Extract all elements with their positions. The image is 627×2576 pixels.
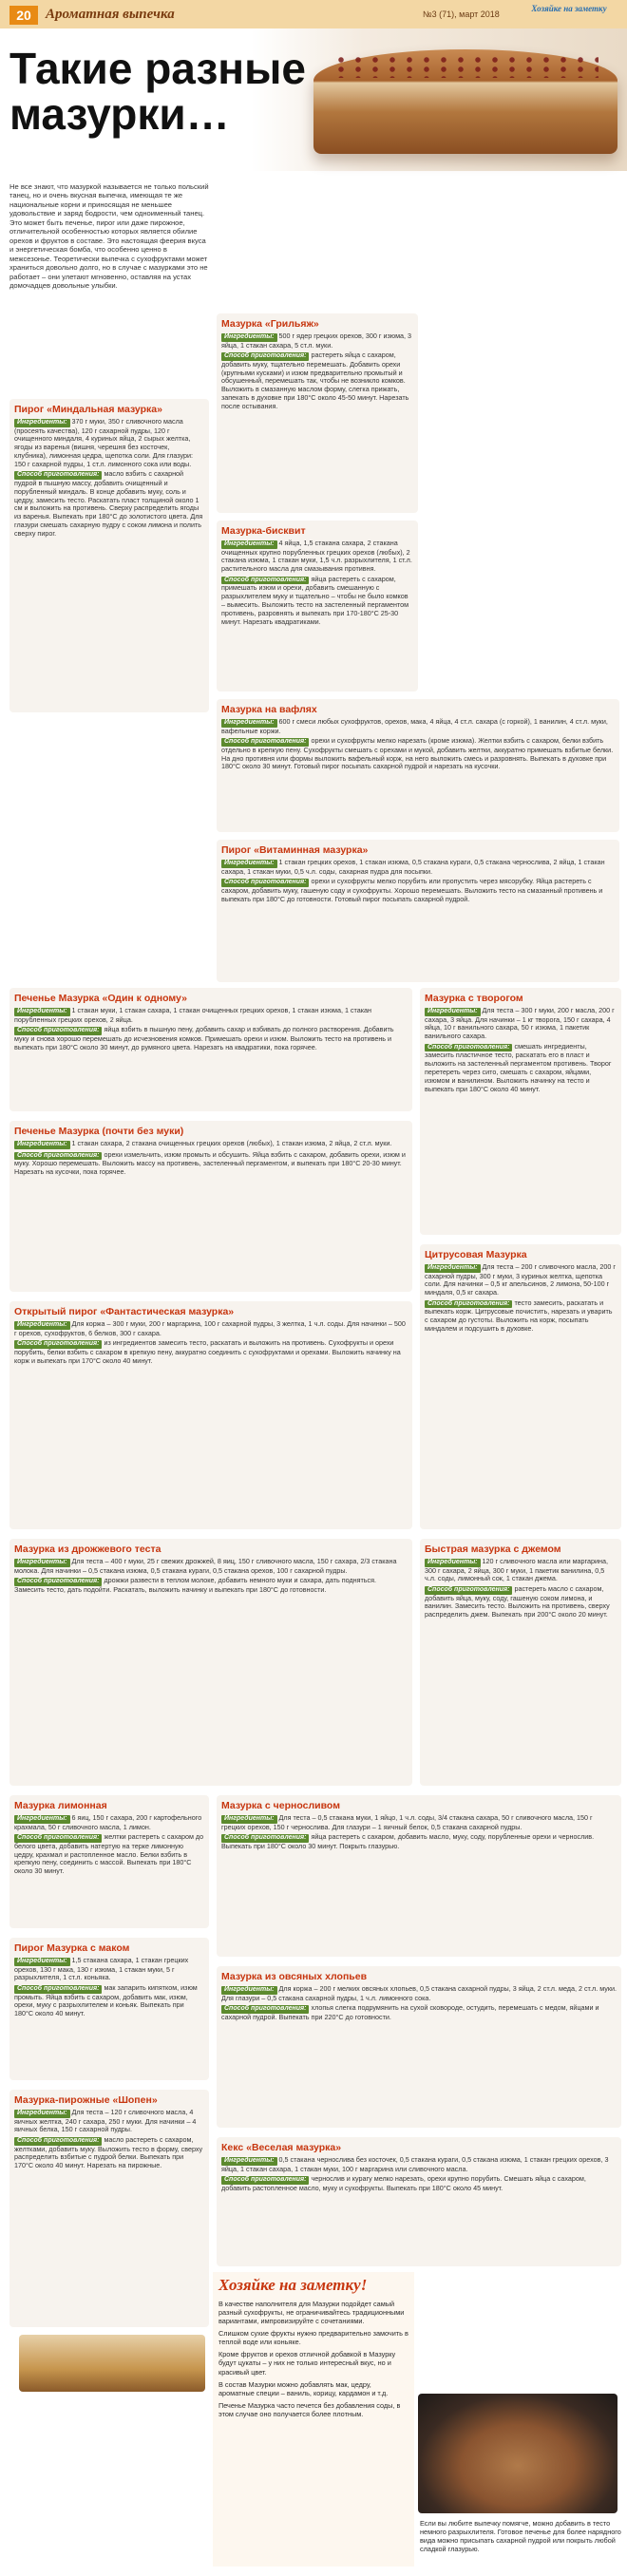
recipe-card	[10, 1121, 412, 1292]
recipe-title: Мазурка из овсяных хлопьев	[221, 1971, 368, 1982]
recipe-method: Способ приготовления: масло растереть с сахаром, желтками, добавить муку. Выложить тесто в форму, сверху распределить взбитые с пудрой белки. Выпекать при 170°С около 40 минут. Нарезать на пирожные.	[14, 2135, 203, 2170]
ingredients-label: Ингредиенты:	[425, 1008, 481, 1016]
recipe-title: Быстрая мазурка с джемом	[425, 1544, 561, 1555]
recipe-title: Мазурка из дрожжевого теста	[14, 1544, 162, 1555]
recipe-method: Способ приготовления: смешать ингредиенты, замесить пластичное тесто, раскатать его в пласт и выложить на застеленный пергаментом противень. Творог перетереть через сито, смешать с сахаром, яйцами, изюмом и ванилином. Выложить начинку на тесто и выпекать при 180°С около 40 минут.	[425, 1041, 612, 1093]
recipe-method: Способ приготовления: мак запарить кипятком, изюм промыть. Яйца взбить с сахаром, добавить мак, изюм, орехи, муку с разрыхлителем и коньяк. Выпекать при 180°С около 40 минут.	[14, 1983, 198, 2018]
recipe-ingredients: Ингредиенты: 1 стакан сахара, 2 стакана очищенных грецких орехов (любых), 1 стакан изюма, 2 яйца, 2 ст.л. муки.	[14, 1140, 408, 1149]
recipe-method: Способ приготовления: желтки растереть с сахаром до белого цвета, добавить натертую на терке лимонную цедру, крахмал и растопленное масло. Белки взбить в крепкую пену, соединить с массой. Выпекать при 180°С около 30 минут.	[14, 1832, 204, 1876]
recipe-title: Печенье Мазурка (почти без муки)	[14, 1126, 184, 1137]
recipe-method: Способ приготовления: масло взбить с сахарной пудрой в пышную массу, добавить очищенный и порубленный миндаль. В конце добавить муку, соль и цедру, замесить тесто. Раскатать пласт толщиной около 1 см и выложить на противень. Сверху распределить ягоды из варенья. Выпекать при 180°С до золотистого цвета. Для глазури смешать сахарную пудру с соком лимона и полить сверху пирог.	[14, 469, 203, 538]
recipe-card	[420, 1539, 621, 1786]
recipe-card	[217, 840, 619, 982]
recipe-method: Способ приготовления: из ингредиентов замесить тесто, раскатать и выложить на противень. Сухофрукты и орехи порубить, белки взбить с сахаром в крепкую пену, аккуратно соединить с сухофруктами и орехами. Выложить начинку на корж и выпекать при 170°С около 40 минут.	[14, 1338, 401, 1365]
recipe-title: Печенье Мазурка «Один к одному»	[14, 993, 187, 1004]
recipe-title: Мазурка-пирожные «Шопен»	[14, 2094, 158, 2106]
ingredients-label: Ингредиенты:	[14, 419, 70, 427]
recipe-title: Пирог Мазурка с маком	[14, 1942, 130, 1954]
recipe-ingredients: Ингредиенты: 1 стакан муки, 1 стакан сахара, 1 стакан очищенных грецких орехов, 1 стакан изюма, 1 стакан порубленных грецких орехов, 2 яйца.	[14, 1006, 372, 1024]
recipe-title: Открытый пирог «Фантастическая мазурка»	[14, 1306, 235, 1317]
tips-tail: Если вы любите выпечку помягче, можно добавить в тесто немного разрыхлителя. Готовое печенье для более нарядного вида можно присыпать сахарной пудрой или покрыть любой сладкой глазурью.	[420, 2519, 621, 2554]
magazine-logo: Хозяйке на заметку	[531, 4, 607, 13]
tip-item: Печенье Мазурка часто печется без добавления соды, в этом случае оно получается более плотным.	[218, 2400, 401, 2418]
ingredients-label: Ингредиенты:	[221, 540, 277, 549]
recipe-ingredients: Ингредиенты: 370 г муки, 350 г сливочного масла (просеять качества), 120 г сахарной пудры, 120 г очищенного миндаля, 4 куриных яйца, 2 сырых желтка, ягоды из варенья (вишня, черешня без косточек, клубника), лимонная цедра, щепотка соли. Для глазури: 150 г сахарной пудры, 1 ст.л. лимонного сока или воды.	[14, 417, 194, 468]
method-label: Способ приготовления:	[14, 1027, 102, 1035]
tip-item: Кроме фруктов и орехов отличной добавкой в Мазурку будут цукаты – у них не только интересный вкус, но и красивый цвет.	[218, 2350, 396, 2377]
recipe-title: Кекс «Веселая мазурка»	[221, 2142, 342, 2153]
recipe-method: Способ приготовления: орехи измельчить, изюм промыть и обсушить. Яйца взбить с сахаром, добавить орехи, изюм и муку. Хорошо перемешать. Выложить массу на противень, застеленный пергаментом, и выпекать при 180°С 20-30 минут. Нарезать на кусочки, пока горячее.	[14, 1149, 406, 1176]
ingredients-label: Ингредиенты:	[14, 1008, 70, 1016]
method-label: Способ приготовления:	[14, 1985, 102, 1994]
tips-title: Хозяйке на заметку!	[218, 2276, 368, 2294]
recipe-ingredients: Ингредиенты: 1 стакан грецких орехов, 1 стакан изюма, 0,5 стакана кураги, 0,5 стакана чернослива, 2 яйца, 1 стакан сахара, 1 стакан муки, 0,5 ч.л. соды, сахарная пудра для посыпки.	[221, 858, 605, 876]
recipe-ingredients: Ингредиенты: Для теста – 120 г сливочного масла, 4 яичных желтка, 240 г сахара, 250 г муки. Для начинки – 4 яичных белка, 150 г сахарной пудры.	[14, 2108, 197, 2134]
ingredients-label: Ингредиенты:	[14, 1815, 70, 1824]
recipe-card	[420, 1244, 621, 1529]
recipe-method: Способ приготовления: дрожжи развести в теплом молоке, добавить немного муки и сахара, дать подняться. Замесить тесто, дать подойти. Раскатать, выложить начинку и выпекать при 180°С до готовности.	[14, 1576, 377, 1594]
recipe-method: Способ приготовления: яйца растереть с сахаром, примешать изюм и орехи, добавить смешанную с разрыхлителем муку и тщательно – чтобы не было комков – вымесить. Выложить тесто на застеленный пергаментом противень, разровнять и выпекать при 170-180°С 25-30 минут. Нарезать квадратиками.	[221, 574, 409, 626]
recipe-card	[10, 399, 209, 712]
recipe-title: Мазурка с творогом	[425, 993, 523, 1004]
tip-item: Слишком сухие фрукты нужно предварительно замочить в теплой воде или коньяке.	[218, 2329, 408, 2347]
recipe-card	[10, 988, 412, 1111]
recipe-card	[10, 2090, 209, 2327]
recipe-ingredients: Ингредиенты: Для теста – 400 г муки, 25 г свежих дрожжей, 8 яиц, 150 г сливочного масла, 150 г сахара, 2/3 стакана молока. Для начинки – 0,5 стакана изюма, 0,5 стакана кураги, 0,5 стакана орехов, 100 г сахарной пудры.	[14, 1557, 397, 1575]
recipe-ingredients: Ингредиенты: Для теста – 200 г сливочного масла, 200 г сахарной пудры, 300 г муки, 3 куриных желтка, щепотка соли. Для начинки – 0,5 кг апельсинов, 2 лимона, 50-100 г миндаля, 0,5 кг сахара.	[425, 1262, 616, 1297]
recipe-ingredients: Ингредиенты: 500 г ядер грецких орехов, 300 г изюма, 3 яйца, 1 стакан сахара, 5 ст.л. муки.	[221, 331, 411, 350]
cake-berries	[332, 55, 598, 78]
ingredients-label: Ингредиенты:	[425, 1559, 481, 1567]
recipe-ingredients: Ингредиенты: Для коржа – 300 г муки, 200 г маргарина, 100 г сахарной пудры, 3 желтка, 1 ч.л. соды. Для начинки – 500 г орехов, сухофруктов, 6 белков, 300 г сахара.	[14, 1319, 406, 1337]
recipe-ingredients: Ингредиенты: 1,5 стакана сахара, 1 стакан грецких орехов, 130 г мака, 130 г изюма, 1 стакан муки, 5 г разрыхлителя, 1 ст.л. коньяка.	[14, 1956, 189, 1982]
ingredients-label: Ингредиенты:	[14, 2110, 70, 2118]
recipe-title: Пирог «Витаминная мазурка»	[221, 844, 369, 856]
recipe-ingredients: Ингредиенты: 120 г сливочного масла или маргарина, 300 г сахара, 2 яйца, 300 г муки, 1 пакетик ванилина, 0,5 ч.л. соды, лимонный сок, 1 стакан джема.	[425, 1557, 608, 1583]
ingredients-label: Ингредиенты:	[14, 1958, 70, 1966]
ingredients-label: Ингредиенты:	[221, 860, 277, 868]
page-number: 20	[10, 6, 38, 25]
method-label: Способ приготовления:	[14, 1152, 102, 1161]
ingredients-label: Ингредиенты:	[221, 2157, 277, 2166]
recipe-card	[10, 1539, 412, 1786]
section-title: Ароматная выпечка	[46, 7, 175, 22]
tip-item: В качестве наполнителя для Мазурки подойдет самый разный сухофрукты, не ограничивайтесь традиционными вариантами, импровизируйте с сочетаниями.	[218, 2299, 405, 2325]
method-label: Способ приготовления:	[221, 1834, 309, 1843]
recipe-card	[10, 1795, 209, 1928]
tips-box	[213, 2272, 414, 2567]
method-label: Способ приготовления:	[221, 2176, 309, 2185]
recipe-ingredients: Ингредиенты: 0,5 стакана чернослива без косточек, 0,5 стакана кураги, 0,5 стакана изюма, 1 стакан грецких орехов, 3 яйца, 1 стакан сахара, 1 стакан муки, 100 г маргарина или сливочного масла.	[221, 2155, 609, 2173]
recipe-card	[217, 2137, 621, 2266]
recipe-title: Мазурка-бисквит	[221, 525, 306, 537]
recipe-method: Способ приготовления: орехи и сухофрукты мелко порубить или пропустить через мясорубку. Яйца растереть с сахаром, добавить муку, гашеную соду и сухофрукты. Хорошо перемешать. Выложить тесто на смазанный противень и выпекать при 180°С до готовности. Готовый пирог посыпать сахарной пудрой.	[221, 877, 603, 903]
method-label: Способ приготовления:	[221, 738, 309, 747]
recipe-card	[10, 1301, 412, 1529]
recipe-title: Цитрусовая Мазурка	[425, 1249, 527, 1260]
ingredients-label: Ингредиенты:	[221, 719, 277, 728]
recipe-method: Способ приготовления: тесто замесить, раскатать и выпекать корж. Цитрусовые почистить, нарезать и уварить с сахаром до густоты. Выложить на корж, посыпать миндалем и подсушить в духовке.	[425, 1297, 613, 1333]
method-label: Способ приготовления:	[14, 1834, 102, 1843]
method-label: Способ приготовления:	[14, 1340, 102, 1349]
method-label: Способ приготовления:	[425, 1300, 512, 1309]
top-bar	[0, 0, 627, 28]
recipe-method: Способ приготовления: чернослив и курагу мелко нарезать, орехи крупно порубить. Смешать яйца с сахаром, добавить растопленное масло, муку и сухофрукты. Выпекать при 180°С около 45 минут.	[221, 2174, 586, 2192]
ingredients-label: Ингредиенты:	[14, 1321, 70, 1330]
method-label: Способ приготовления:	[221, 2005, 309, 2014]
recipe-card	[217, 1966, 621, 2128]
recipe-method: Способ приготовления: хлопья слегка подрумянить на сухой сковороде, остудить, перемешать с медом, яйцами и сахарной пудрой. Выпекать при 220°С до готовности.	[221, 2003, 599, 2021]
method-label: Способ приготовления:	[14, 1578, 102, 1586]
recipe-method: Способ приготовления: яйца растереть с сахаром, добавить масло, муку, соду, порубленные орехи и чернослив. Выпекать при 180°С около 30 минут. Покрыть глазурью.	[221, 1832, 595, 1850]
tip-item: В состав Мазурки можно добавлять мак, цедру, ароматные специи – ваниль, корицу, кардамон и т.д.	[218, 2379, 389, 2397]
recipe-ingredients: Ингредиенты: 4 яйца, 1,5 стакана сахара, 2 стакана очищенных крупно порубленных грецких орехов (любых), 2 стакана изюма, 1 стакан муки, 1,5 ч.л. разрыхлителя, 1 ст.л. растительного масла для смазывания противня.	[221, 539, 412, 574]
ingredients-label: Ингредиенты:	[221, 1815, 277, 1824]
intro-text: Не все знают, что мазуркой называется не только польский танец, но и очень вкусная выпечка, имеющая те же национальные корни и приносящая не меньшее удовольствие и заряд бодрости, чем одноименный танец. Это может быть печенье, пирог или даже пирожное, отличительной особенностью которых является обилие орехов и фруктов в составе. Это настоящая феерия вкуса и энергетическая бомба, что особенно ценно в межсезонье. Теоретически выпечка с сухофруктами может храниться довольно долго, но в случае с мазурками это не работает – они улетают мгновенно, оставляя на устах домочадцев довольные улыбки.	[10, 182, 209, 291]
recipe-ingredients: Ингредиенты: 600 г смеси любых сухофруктов, орехов, мака, 4 яйца, 4 ст.л. сахара (с горкой), 1 ванилин, 4 ст.л. муки, вафельные коржи.	[221, 717, 608, 735]
recipe-method: Способ приготовления: растереть масло с сахаром, добавить яйца, муку, соду, гашеную соком лимона, и ванилин. Замесить тесто. Выложить на противень, сверху распределить джем. Выпекать при 200°С около 20 минут.	[425, 1584, 610, 1619]
method-label: Способ приготовления:	[221, 577, 309, 585]
recipe-method: Способ приготовления: растереть яйца с сахаром, добавить муку, тщательно перемешать. Добавить орехи (крупными кусками) и изюм предварительно промытый и обсушенный, перемешать так, чтобы не возникло комков. Выложить в смазанную маслом форму, слегка прижать, запекать в духовке при 180°С около 45-50 минут. Нарезать после остывания.	[221, 350, 409, 410]
recipe-ingredients: Ингредиенты: 6 яиц, 150 г сахара, 200 г картофельного крахмала, 50 г сливочного масла, 1 лимон.	[14, 1813, 202, 1831]
recipe-ingredients: Ингредиенты: Для теста – 300 г муки, 200 г масла, 200 г сахара, 3 яйца. Для начинки – 1 кг творога, 150 г сахара, 4 яйца, 10 г ванильного сахара, 50 г изюма, 1 пакетик ванильного сахара.	[425, 1006, 615, 1041]
recipe-card	[217, 521, 418, 691]
recipe-card	[10, 1938, 209, 2080]
issue-info: №3 (71), март 2018	[423, 9, 500, 19]
ingredients-label: Ингредиенты:	[221, 1986, 277, 1995]
method-label: Способ приготовления:	[221, 352, 309, 361]
recipe-ingredients: Ингредиенты: Для коржа – 200 г мелких овсяных хлопьев, 0,5 стакана сахарной пудры, 3 яйца, 2 ст.л. меда, 2 ст.л. муки. Для глазури – 0,5 стакана сахарной пудры, 1 ч.л. лимонного сока.	[221, 1984, 618, 2002]
mazurka-photo	[19, 2335, 205, 2392]
ingredients-label: Ингредиенты:	[14, 1141, 70, 1149]
recipe-method: Способ приготовления: орехи и сухофрукты мелко нарезать (кроме изюма). Желтки взбить с сахаром, белки взбить отдельно в крепкую пену. Сухофрукты смешать с орехами и мукой, добавить желтки, аккуратно примешать взбитые белки. На дно противня или формы выложить вафельный корж, на него выложить смесь и разровнять. Выпекать в духовке при 180°С около 30 минут. Готовый пирог посыпать сахарной пудрой и нарезать на кусочки.	[221, 736, 614, 771]
recipe-card	[217, 699, 619, 832]
ingredients-label: Ингредиенты:	[425, 1264, 481, 1273]
method-label: Способ приготовления:	[14, 471, 102, 480]
ingredients-label: Ингредиенты:	[221, 333, 277, 342]
recipe-card	[217, 1795, 621, 1957]
recipe-title: Мазурка с черносливом	[221, 1800, 340, 1811]
recipe-title: Мазурка лимонная	[14, 1800, 107, 1811]
ingredients-label: Ингредиенты:	[14, 1559, 70, 1567]
recipe-method: Способ приготовления: яйца взбить в пышную пену, добавить сахар и взбивать до полного растворения. Добавить муку и снова хорошо перемешать до исчезновения комков. Примешать орехи и изюм. Выложить тесто на противень и выпекать при 180°С около 30 минут, до румяного цвета. Нарезать на квадратики, пока горячее.	[14, 1025, 394, 1051]
recipe-title: Мазурка на вафлях	[221, 704, 317, 715]
recipe-ingredients: Ингредиенты: Для теста – 0,5 стакана муки, 1 яйцо, 1 ч.л. соды, 3/4 стакана сахара, 50 г сливочного масла, 150 г грецких орехов, 150 г чернослива. Для глазури – 1 яичный белок, 0,5 стакана сахарной пудры.	[221, 1813, 593, 1831]
recipe-title: Пирог «Миндальная мазурка»	[14, 404, 162, 415]
recipe-title: Мазурка «Грильяж»	[221, 318, 319, 330]
method-label: Способ приготовления:	[425, 1586, 512, 1595]
recipe-card	[217, 313, 418, 513]
recipe-card	[420, 988, 621, 1235]
method-label: Способ приготовления:	[14, 2137, 102, 2146]
method-label: Способ приготовления:	[221, 879, 309, 887]
page-title: Такие разные мазурки…	[10, 44, 306, 139]
method-label: Способ приготовления:	[425, 1044, 512, 1052]
dish-photo	[418, 2394, 618, 2513]
